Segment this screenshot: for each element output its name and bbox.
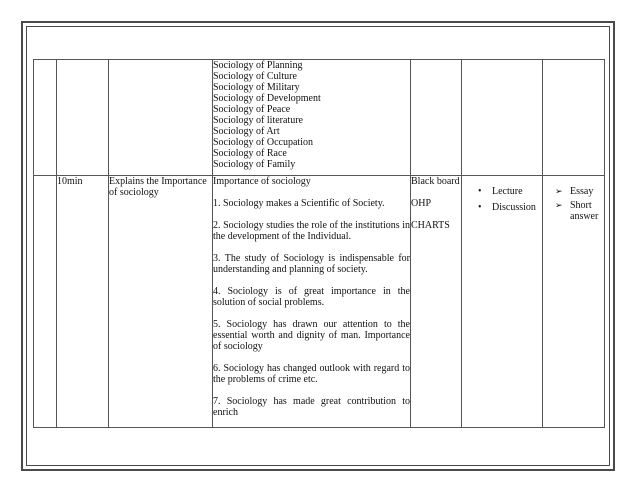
arrow-bullet-icon: ➢	[555, 186, 563, 196]
content-heading: Importance of sociology	[213, 176, 311, 187]
list-item	[555, 186, 604, 197]
aid-item: CHARTS	[411, 220, 450, 231]
list-item: Sociology of Art	[213, 126, 280, 137]
cell-objective	[109, 60, 213, 176]
arrow-bullet-icon: ➢	[555, 200, 563, 210]
list-item: Sociology of Culture	[213, 71, 297, 82]
method-label: Discussion	[492, 202, 536, 213]
cell-evaluation	[543, 60, 605, 176]
evaluation-label: Essay	[570, 186, 594, 197]
content-point: 3. The study of Sociology is indispensable for understanding and planning of society.	[213, 253, 410, 275]
method-label: Lecture	[492, 186, 523, 197]
bullet-icon: •	[478, 186, 482, 197]
list-item: Sociology of literature	[213, 115, 303, 126]
content-point: 2. Sociology studies the role of the institutions in the development of the Individual.	[213, 220, 410, 242]
evaluation-label: Short answer	[570, 200, 599, 222]
content-point: 6. Sociology has changed outlook with regard to the problems of crime etc.	[213, 363, 410, 385]
list-item	[478, 202, 542, 213]
list-item: Sociology of Family	[213, 159, 296, 170]
table-row	[34, 60, 605, 176]
list-item: Sociology of Occupation	[213, 137, 313, 148]
list-item	[555, 200, 604, 222]
list-item: Sociology of Development	[213, 93, 321, 104]
content-point: 4. Sociology is of great importance in the solution of social problems.	[213, 286, 410, 308]
cell-content	[213, 176, 411, 428]
cell-time: 10min	[57, 176, 109, 428]
list-item	[478, 186, 542, 197]
cell-methods	[462, 60, 543, 176]
list-item: Sociology of Planning	[213, 60, 303, 71]
list-item: Sociology of Race	[213, 148, 287, 159]
cell-objective: Explains the Importance of sociology	[109, 176, 213, 428]
content-point: 5. Sociology has drawn our attention to the essential worth and dignity of man. Importance of sociology	[213, 319, 410, 352]
cell-blank	[34, 60, 57, 176]
cell-blank	[34, 176, 57, 428]
methods-list	[462, 176, 542, 213]
bullet-icon: •	[478, 202, 482, 213]
cell-aids	[411, 176, 462, 428]
list-item: Sociology of Peace	[213, 104, 291, 115]
aid-item: Black board	[411, 176, 460, 187]
cell-evaluation	[543, 176, 605, 428]
cell-time	[57, 60, 109, 176]
lesson-plan-table	[33, 59, 605, 428]
evaluation-list	[543, 176, 604, 222]
cell-aids	[411, 60, 462, 176]
list-item: Sociology of Military	[213, 82, 300, 93]
cell-topics-list	[213, 60, 411, 176]
content-point: 1. Sociology makes a Scientific of Society.	[213, 198, 385, 209]
content-point: 7. Sociology has made great contribution to enrich	[213, 396, 410, 418]
aid-item: OHP	[411, 198, 432, 209]
table-row	[34, 176, 605, 428]
cell-methods	[462, 176, 543, 428]
